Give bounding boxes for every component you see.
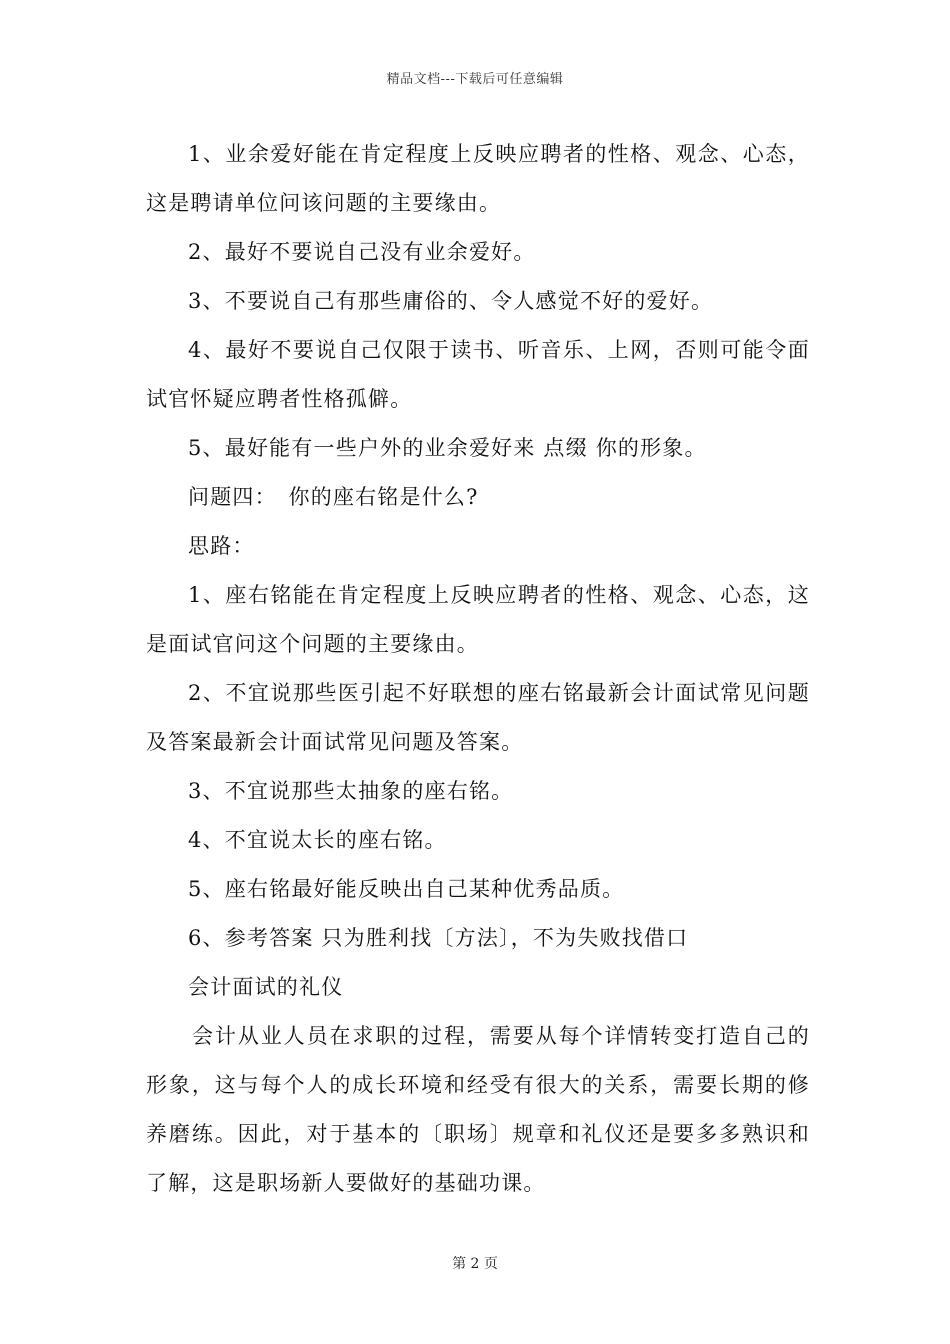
paragraph: 1、座右铭能在肯定程度上反映应聘者的性格、观念、心态，这是面试官问这个问题的主要缘由。 bbox=[146, 583, 810, 656]
paragraph: 会计从业人员在求职的过程，需要从每个详情转变打造自己的形象，这与每个人的成长环境和经受有很大的关系，需要长期的修养磨练。因此，对于基本的〔职场〕规章和礼仪还是要多多熟识和了解，这是职场新人要做好的基础功课。 bbox=[146, 1024, 810, 1195]
section-heading: 会计面试的礼仪 bbox=[188, 975, 344, 999]
document-body bbox=[146, 130, 810, 1208]
paragraph: 6、参考答案 只为胜利找〔方法〕，不为失败找借口 bbox=[188, 926, 689, 950]
paragraph: 5、最好能有一些户外的业余爱好来 点缀 你的形象。 bbox=[188, 436, 707, 460]
paragraph: 3、不要说自己有那些庸俗的、令人感觉不好的爱好。 bbox=[188, 289, 714, 313]
paragraph: 2、最好不要说自己没有业余爱好。 bbox=[188, 240, 536, 264]
page-number: 第 2 页 bbox=[452, 1256, 498, 1272]
question-heading: 问题四： 你的座右铭是什么? bbox=[188, 485, 479, 509]
paragraph: 4、不宜说太长的座右铭。 bbox=[188, 828, 447, 852]
paragraph: 4、最好不要说自己仅限于读书、听音乐、上网，否则可能令面试官怀疑应聘者性格孤僻。 bbox=[146, 338, 810, 411]
paragraph: 2、不宜说那些医引起不好联想的座右铭最新会计面试常见问题及答案最新会计面试常见问题及答案。 bbox=[146, 681, 810, 754]
paragraph: 3、不宜说那些太抽象的座右铭。 bbox=[188, 779, 514, 803]
section-label: 思路： bbox=[188, 534, 255, 558]
paragraph: 5、座右铭最好能反映出自己某种优秀品质。 bbox=[188, 877, 625, 901]
page-header: 精品文档---下载后可任意编辑 bbox=[386, 72, 564, 87]
paragraph: 1、业余爱好能在肯定程度上反映应聘者的性格、观念、心态，这是聘请单位问该问题的主要缘由。 bbox=[146, 142, 810, 215]
